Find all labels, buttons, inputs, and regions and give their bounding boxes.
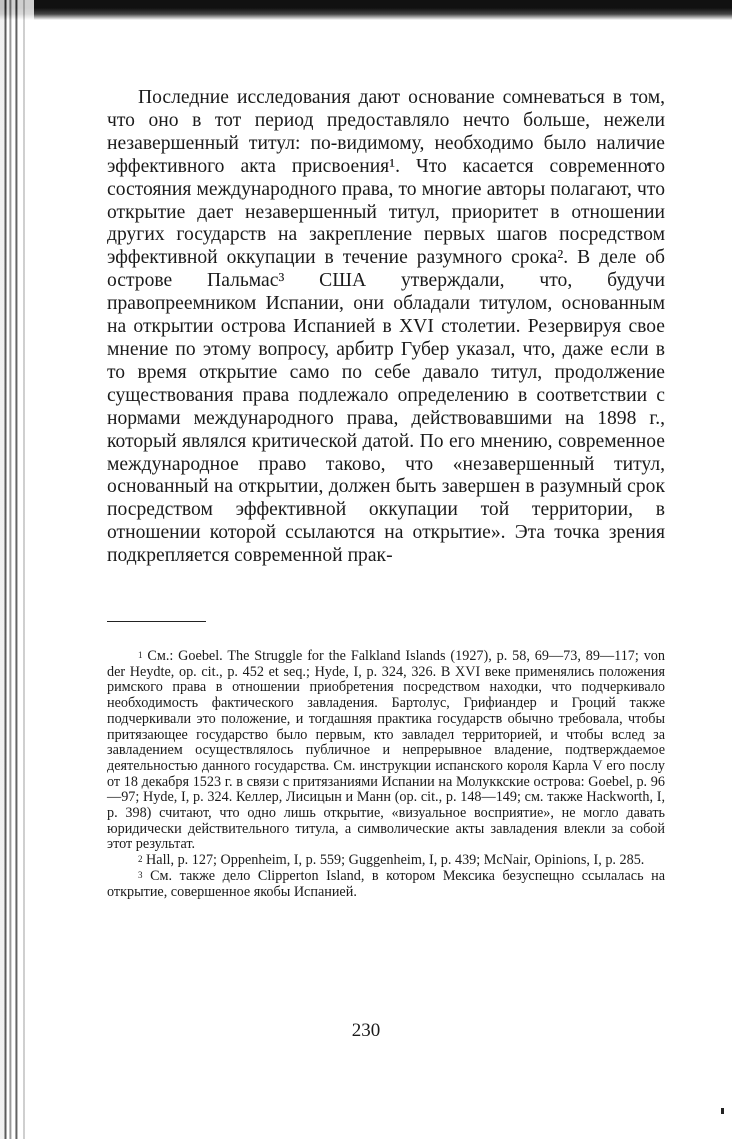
footnote-1: [107, 649, 665, 853]
footnote-marker: 1: [138, 650, 143, 660]
main-paragraph: Последние исследования дают основание сомневаться в том, что оно в тот период предоставляло нечто больше, нежели незавершенный титул: по-видимому, необходимо было наличие эффективного акта присвоения¹. Что касается современного состояния международного права, то многие авторы полагают, что открытие дает незавершенный титул, приоритет в отношении других государств на закрепление первых шагов посредством эффективной оккупации в течение разумного срока². В деле об острове Пальмас³ США утверждали, что, будучи правопреемником Испании, они обладали титулом, основанным на открытии острова Испанией в XVI столетии. Резервируя свое мнение по этому вопросу, арбитр Губер указал, что, даже если в то время открытие само по себе давало титул, продолжение существования права подлежало определению в соответствии с нормами международного права, действовавшими на 1898 г., который являлся критической датой. По его мнению, современное международное право таково, что «незавершенный титул, основанный на открытии, должен быть завершен в разумный срок посредством эффективной оккупации той территории, в отношении которой ссылаются на открытие». Эта точка зрения подкрепляется современной прак-: [107, 87, 665, 567]
footnote-text: Hall, p. 127; Oppenheim, I, p. 559; Guggenheim, I, p. 439; McNair, Opinions, I, p. 285.: [146, 852, 645, 869]
scan-top-edge: [0, 0, 732, 20]
footnote-separator: [107, 621, 206, 622]
scan-binding-edge: [0, 0, 34, 1139]
footnote-2: [107, 853, 665, 869]
scan-speck: [721, 1108, 724, 1114]
footnote-3: [107, 869, 665, 900]
footnote-text: См.: Goebel. The Struggle for the Falkland Islands (1927), p. 58, 69—73, 89—117; von der Heydte, op. cit., p. 452 et seq.; Hyde, I, p. 324, 326. В XVI веке применялись положения римского права в отношении приобретения посредством находки, что подчеркивало необходимость фактического завладения. Бартолус, Грифиандер и Гроций также подчеркивали это положение, и тогдашняя практика государств обычно требовала, чтобы притязающее государство было первым, кто завладел территорией, и чтобы вслед за завладением осуществлялось публичное и непрерывное владение, подтверждаемое деятельностью данного государства. См. инструкции испанского короля Карла V его послу от 18 декабря 1523 г. в связи с притязаниями Испании на Молуккские острова: Goebel, p. 96—97; Hyde, I, p. 324. Келлер, Лисицын и Манн (op. cit., p. 148—149; см. также Hackworth, I, p. 398) считают, что одно лишь открытие, «визуальное восприятие», не могло давать юридически действительного титула, а символические акты завладения влекли за собой этот результат.: [107, 648, 665, 853]
footnote-marker: 2: [138, 854, 143, 865]
footnotes-block: [107, 649, 665, 900]
footnote-marker: 3: [138, 869, 143, 880]
page-number: 230: [351, 1020, 381, 1041]
footnote-text: См. также дело Clipperton Island, в котором Мексика безуспещно ссылалась на открытие, совершенное якобы Испанией.: [107, 867, 665, 900]
main-text-block: [107, 87, 665, 568]
